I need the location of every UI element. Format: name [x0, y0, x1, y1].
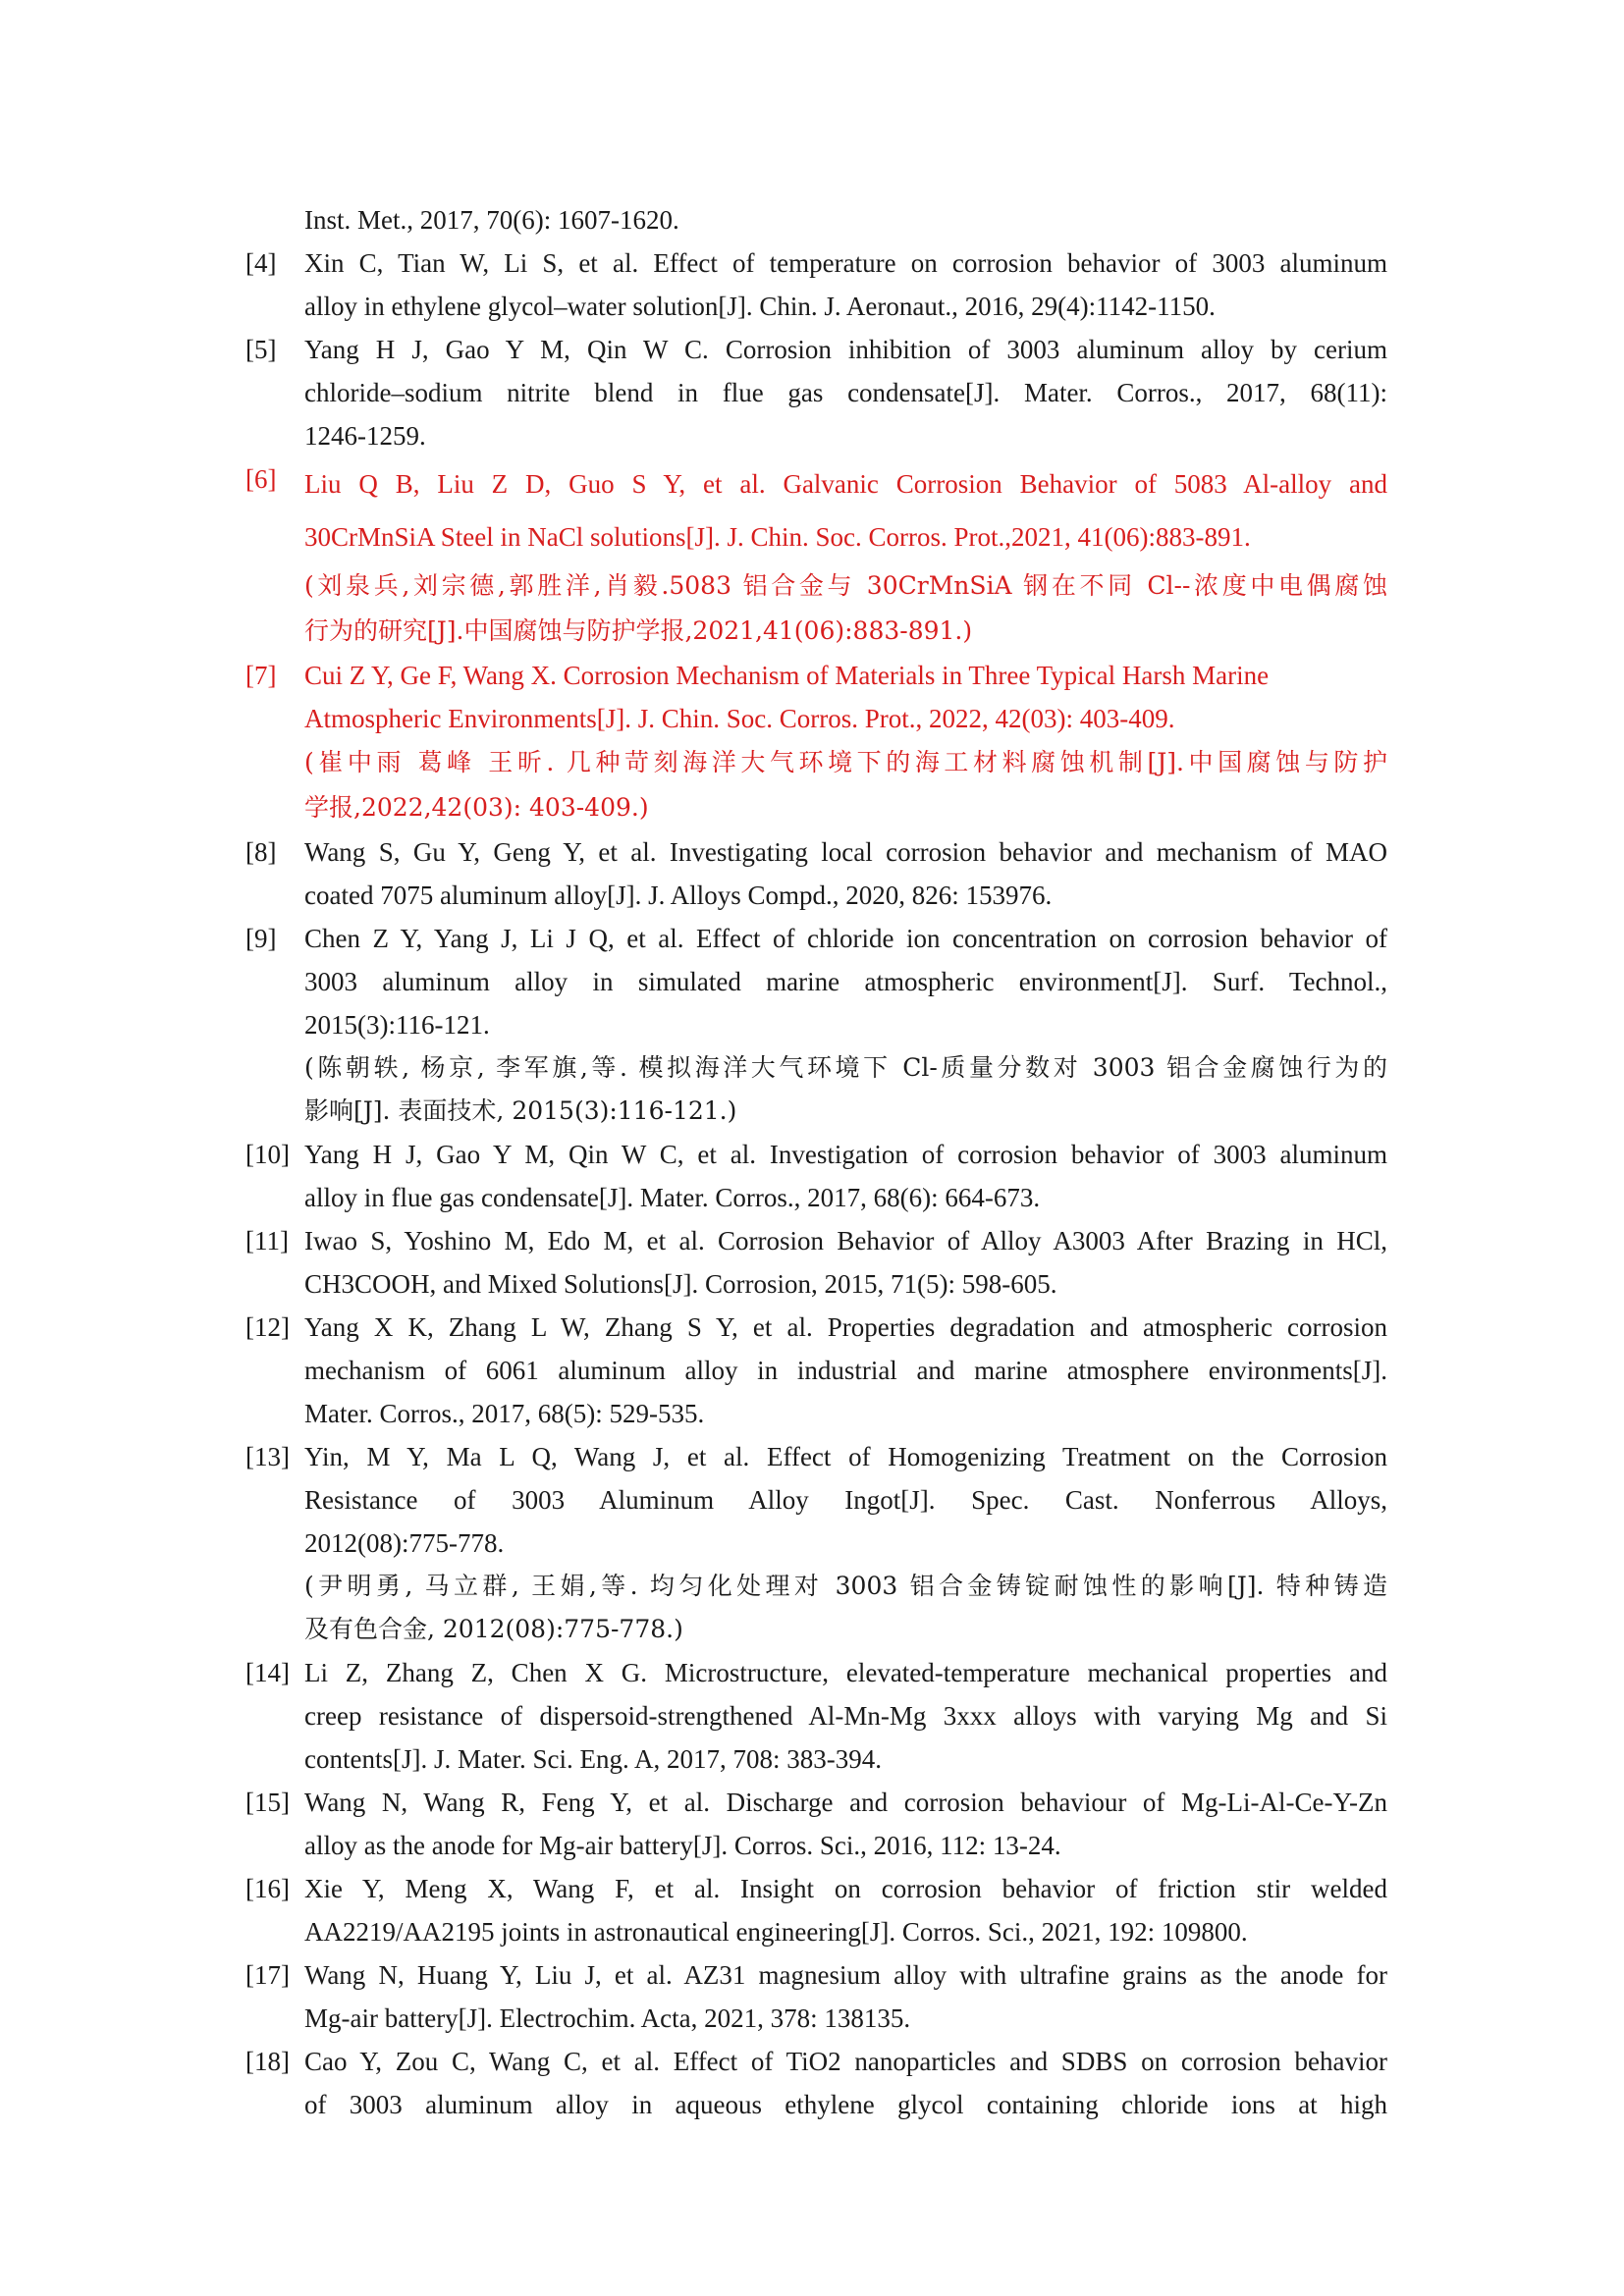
reference-text-line: AA2219/AA2195 joints in astronautical engineering[J]. Corros. Sci., 2021, 192: 109800.	[304, 1917, 1248, 1947]
reference-number: [9]	[245, 924, 277, 953]
reference-text-line: mechanism of 6061 aluminum alloy in industrial and marine atmosphere environments[J].	[304, 1356, 1387, 1385]
reference-chinese-line: 影响[J]. 表面技术, 2015(3):116-121.)	[304, 1096, 737, 1125]
reference-chinese-line: (崔中雨 葛峰 王昕. 几种苛刻海洋大气环境下的海工材料腐蚀机制[J].中国腐蚀与防护	[304, 748, 1387, 776]
reference-item	[245, 241, 1387, 328]
reference-item	[245, 830, 1387, 917]
reference-text-line: Xie Y, Meng X, Wang F, et al. Insight on corrosion behavior of friction stir welded	[304, 1874, 1387, 1903]
reference-chinese-line: (尹明勇, 马立群, 王娟,等. 均匀化处理对 3003 铝合金铸锭耐蚀性的影响[J]. 特种铸造	[304, 1572, 1387, 1600]
reference-number: [6]	[245, 464, 277, 494]
reference-item	[245, 1133, 1387, 1219]
reference-text-line: chloride–sodium nitrite blend in flue gas condensate[J]. Mater. Corros., 2017, 68(11):	[304, 378, 1387, 407]
reference-text-line: Wang N, Wang R, Feng Y, et al. Discharge and corrosion behaviour of Mg-Li-Al-Ce-Y-Zn	[304, 1788, 1387, 1817]
reference-number: [7]	[245, 661, 277, 690]
reference-number: [5]	[245, 335, 277, 364]
reference-text-line: Atmospheric Environments[J]. J. Chin. Soc. Corros. Prot., 2022, 42(03): 403-409.	[304, 704, 1175, 733]
reference-text-line: 1246-1259.	[304, 421, 426, 451]
reference-chinese-line: (陈朝轶, 杨京, 李军旗,等. 模拟海洋大气环境下 Cl-质量分数对 3003 铝合金腐蚀行为的	[304, 1053, 1387, 1082]
reference-text-line: alloy as the anode for Mg-air battery[J]. Corros. Sci., 2016, 112: 13-24.	[304, 1831, 1061, 1860]
reference-item	[245, 1306, 1387, 1435]
reference-number: [17]	[245, 1960, 290, 1990]
reference-text-line: Yin, M Y, Ma L Q, Wang J, et al. Effect of Homogenizing Treatment on the Corrosion	[304, 1442, 1387, 1471]
reference-text-line: Mg-air battery[J]. Electrochim. Acta, 2021, 378: 138135.	[304, 2003, 911, 2033]
reference-text-line: Xin C, Tian W, Li S, et al. Effect of temperature on corrosion behavior of 3003 aluminum	[304, 248, 1387, 278]
reference-text-line: of 3003 aluminum alloy in aqueous ethylene glycol containing chloride ions at high	[304, 2090, 1387, 2119]
reference-number: [13]	[245, 1442, 290, 1471]
reference-item	[245, 2040, 1387, 2126]
reference-number: [15]	[245, 1788, 290, 1817]
reference-item	[245, 1219, 1387, 1306]
reference-item	[245, 654, 1387, 830]
reference-text-line: Yang H J, Gao Y M, Qin W C. Corrosion inhibition of 3003 aluminum alloy by cerium	[304, 335, 1387, 364]
reference-text-line: Wang N, Huang Y, Liu J, et al. AZ31 magnesium alloy with ultrafine grains as the anode for	[304, 1960, 1387, 1990]
reference-item	[245, 1781, 1387, 1867]
reference-text-line: Inst. Met., 2017, 70(6): 1607-1620.	[304, 205, 679, 235]
reference-text-line: alloy in flue gas condensate[J]. Mater. Corros., 2017, 68(6): 664-673.	[304, 1183, 1041, 1212]
reference-item	[245, 1651, 1387, 1781]
reference-text-line: Yang X K, Zhang L W, Zhang S Y, et al. Properties degradation and atmospheric corrosion	[304, 1312, 1387, 1342]
reference-item	[245, 1953, 1387, 2040]
reference-chinese-line: 及有色合金, 2012(08):775-778.)	[304, 1615, 683, 1643]
reference-text-line: Wang S, Gu Y, Geng Y, et al. Investigating local corrosion behavior and mechanism of MAO	[304, 837, 1387, 867]
reference-chinese-line: (刘泉兵,刘宗德,郭胜洋,肖毅.5083 铝合金与 30CrMnSiA 钢在不同 Cl--浓度中电偶腐蚀	[304, 571, 1387, 600]
reference-item	[245, 1867, 1387, 1953]
reference-text-line: CH3COOH, and Mixed Solutions[J]. Corrosion, 2015, 71(5): 598-605.	[304, 1269, 1057, 1299]
reference-text-line: 3003 aluminum alloy in simulated marine atmospheric environment[J]. Surf. Technol.,	[304, 967, 1387, 996]
reference-text-line: 30CrMnSiA Steel in NaCl solutions[J]. J. Chin. Soc. Corros. Prot.,2021, 41(06):883-891.	[304, 522, 1251, 552]
reference-number: [18]	[245, 2047, 290, 2076]
reference-text-line: alloy in ethylene glycol–water solution[J]. Chin. J. Aeronaut., 2016, 29(4):1142-1150.	[304, 292, 1216, 321]
reference-text-line: contents[J]. J. Mater. Sci. Eng. A, 2017, 708: 383-394.	[304, 1744, 882, 1774]
reference-number: [11]	[245, 1226, 289, 1255]
reference-number: [16]	[245, 1874, 290, 1903]
reference-chinese-line: 学报,2022,42(03): 403-409.)	[304, 793, 649, 822]
reference-text-line: Resistance of 3003 Aluminum Alloy Ingot[J]. Spec. Cast. Nonferrous Alloys,	[304, 1485, 1387, 1515]
reference-number: [14]	[245, 1658, 290, 1687]
reference-text-line: Iwao S, Yoshino M, Edo M, et al. Corrosion Behavior of Alloy A3003 After Brazing in HCl,	[304, 1226, 1387, 1255]
reference-text-line: Mater. Corros., 2017, 68(5): 529-535.	[304, 1399, 705, 1428]
reference-text-line: 2015(3):116-121.	[304, 1010, 490, 1040]
reference-list	[245, 198, 1387, 2126]
reference-text-line: Chen Z Y, Yang J, Li J Q, et al. Effect of chloride ion concentration on corrosion behavior of	[304, 924, 1387, 953]
reference-number: [12]	[245, 1312, 290, 1342]
reference-text-line: coated 7075 aluminum alloy[J]. J. Alloys Compd., 2020, 826: 153976.	[304, 881, 1053, 910]
reference-text-line: Cui Z Y, Ge F, Wang X. Corrosion Mechanism of Materials in Three Typical Harsh Marine	[304, 661, 1270, 690]
reference-text-line: Li Z, Zhang Z, Chen X G. Microstructure, elevated-temperature mechanical properties and	[304, 1658, 1387, 1687]
reference-number: [10]	[245, 1140, 290, 1169]
reference-number: [4]	[245, 248, 277, 278]
reference-item	[245, 917, 1387, 1133]
reference-item	[245, 198, 1387, 241]
reference-text-line: Cao Y, Zou C, Wang C, et al. Effect of TiO2 nanoparticles and SDBS on corrosion behavior	[304, 2047, 1387, 2076]
reference-item	[245, 457, 1387, 654]
reference-text-line: Yang H J, Gao Y M, Qin W C, et al. Investigation of corrosion behavior of 3003 aluminum	[304, 1140, 1387, 1169]
reference-item	[245, 1435, 1387, 1651]
reference-text-line: Liu Q B, Liu Z D, Guo S Y, et al. Galvanic Corrosion Behavior of 5083 Al-alloy and	[304, 469, 1387, 499]
reference-item	[245, 328, 1387, 457]
reference-chinese-line: 行为的研究[J].中国腐蚀与防护学报,2021,41(06):883-891.)	[304, 616, 973, 645]
reference-text-line: creep resistance of dispersoid-strengthened Al-Mn-Mg 3xxx alloys with varying Mg and Si	[304, 1701, 1387, 1731]
reference-text-line: 2012(08):775-778.	[304, 1528, 505, 1558]
reference-number: [8]	[245, 837, 277, 867]
